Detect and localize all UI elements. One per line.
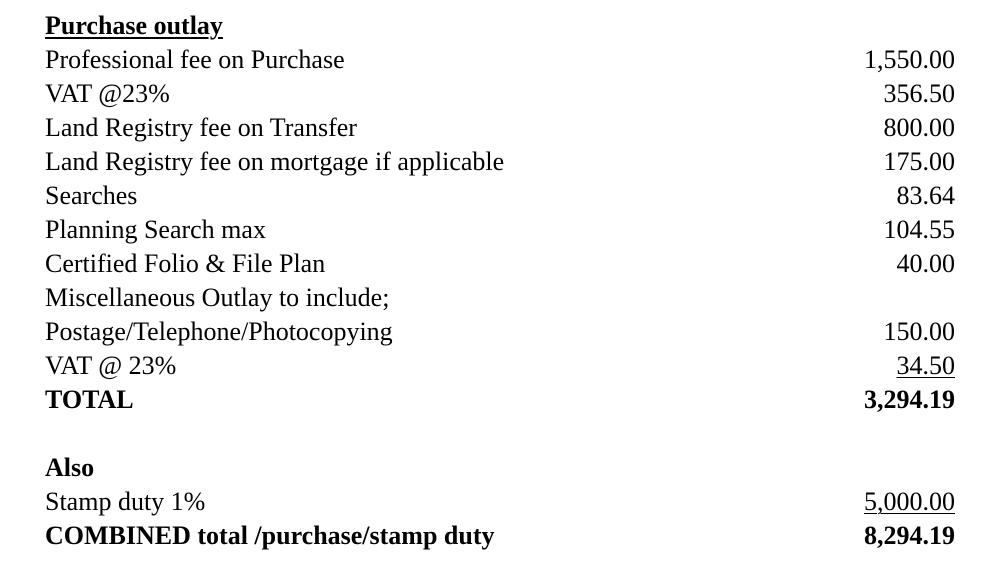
line-item-label: VAT @ 23%	[45, 351, 177, 380]
line-item-amount: 150.00	[883, 317, 955, 346]
also-heading: Also	[45, 453, 95, 482]
section-spacer	[45, 417, 955, 451]
line-item-label: Certified Folio & File Plan	[45, 249, 326, 278]
stamp-duty-row	[45, 485, 955, 519]
line-item-amount: 40.00	[896, 249, 955, 278]
line-item-planning-search	[45, 213, 955, 247]
line-item-amount: 1,550.00	[864, 45, 955, 74]
line-item-label: Miscellaneous Outlay to include;	[45, 283, 390, 312]
stamp-duty-amount: 5,000.00	[864, 487, 955, 516]
line-item-vat-misc	[45, 349, 955, 383]
line-item-amount: 800.00	[883, 113, 955, 142]
line-item-amount: 34.50	[896, 351, 955, 380]
purchase-outlay-heading: Purchase outlay	[45, 11, 223, 40]
line-item-postage	[45, 315, 955, 349]
line-item-amount: 356.50	[883, 79, 955, 108]
line-item-label: Planning Search max	[45, 215, 266, 244]
line-item-land-registry-transfer	[45, 111, 955, 145]
combined-total-amount: 8,294.19	[864, 521, 955, 550]
line-item-professional-fee	[45, 43, 955, 77]
line-item-certified-folio	[45, 247, 955, 281]
combined-total-label: COMBINED total /purchase/stamp duty	[45, 521, 495, 550]
line-item-searches	[45, 179, 955, 213]
outlay-document	[45, 9, 955, 553]
line-item-label: Professional fee on Purchase	[45, 45, 345, 74]
line-item-label: Postage/Telephone/Photocopying	[45, 317, 393, 346]
line-item-amount: 104.55	[883, 215, 955, 244]
line-item-label: Land Registry fee on mortgage if applicable	[45, 147, 505, 176]
total-row	[45, 383, 955, 417]
line-item-amount: 175.00	[883, 147, 955, 176]
stamp-duty-label: Stamp duty 1%	[45, 487, 206, 516]
total-amount: 3,294.19	[864, 385, 955, 414]
line-item-amount: 83.64	[896, 181, 955, 210]
line-item-label: VAT @23%	[45, 79, 170, 108]
line-item-vat-fee	[45, 77, 955, 111]
line-item-land-registry-mortgage	[45, 145, 955, 179]
line-item-label: Searches	[45, 181, 138, 210]
combined-total-row	[45, 519, 955, 553]
line-item-label: Land Registry fee on Transfer	[45, 113, 357, 142]
line-item-miscellaneous-outlay	[45, 281, 955, 315]
total-label: TOTAL	[45, 385, 134, 414]
